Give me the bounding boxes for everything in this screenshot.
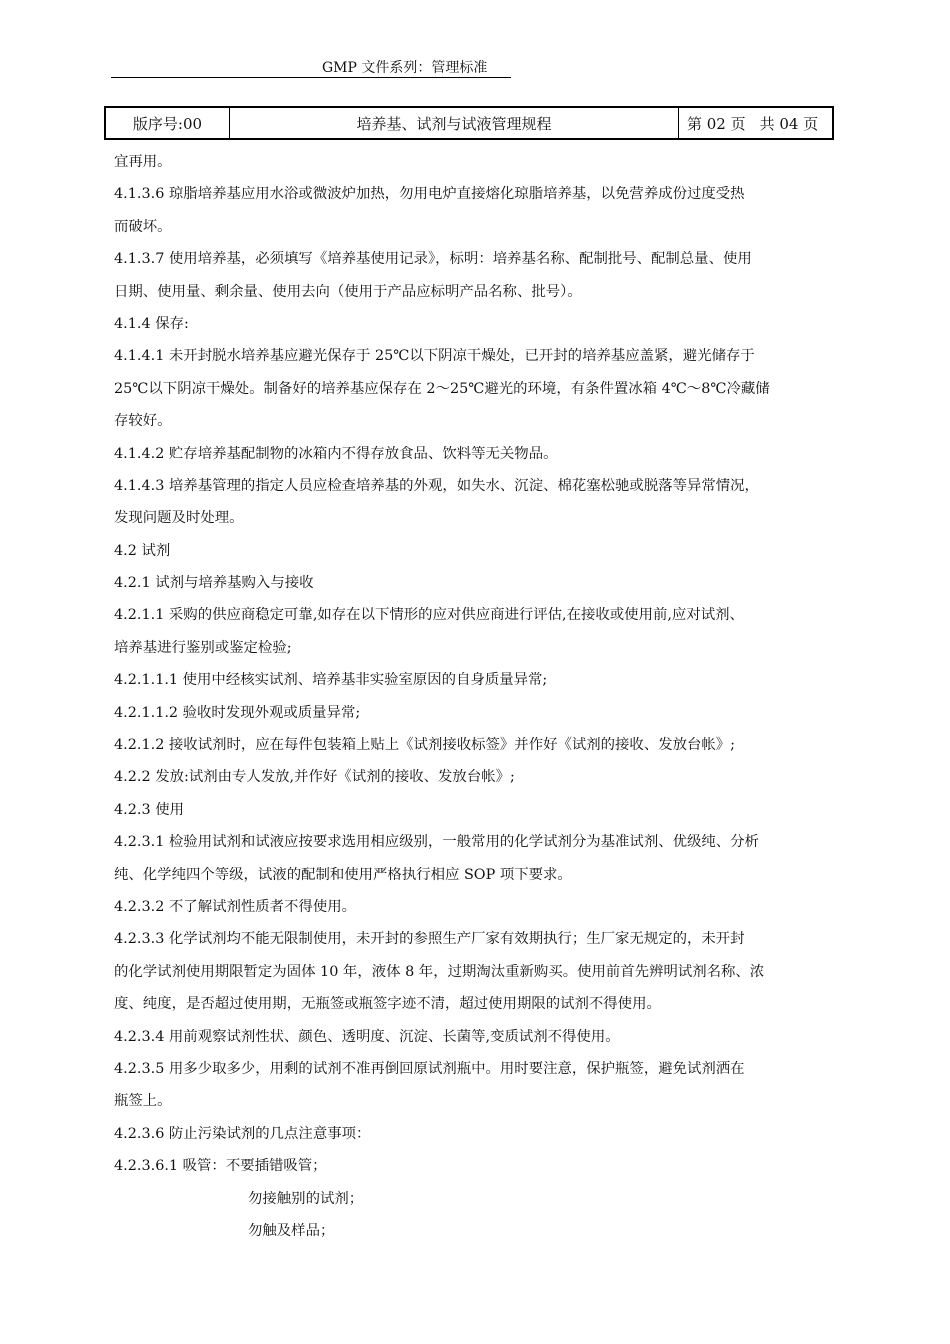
text-line: 4.2.3.2 不了解试剂性质者不得使用。	[114, 898, 356, 915]
text-line: 纯、化学纯四个等级，试液的配制和使用严格执行相应 SOP 项下要求。	[114, 866, 572, 883]
section-heading: 4.2 试剂	[114, 542, 171, 559]
text-line: 4.1.4 保存:	[114, 315, 189, 332]
version-cell: 版序号:00	[106, 108, 230, 138]
text-line: 4.2.3.5 用多少取多少，用剩的试剂不准再倒回原试剂瓶中。用时要注意，保护瓶签，避免试剂洒在	[114, 1060, 745, 1077]
text-line: 4.2.3.1 检验用试剂和试液应按要求选用相应级别，一般常用的化学试剂分为基准试剂、优级纯、分析	[114, 834, 759, 851]
text-line: 4.1.4.3 培养基管理的指定人员应检查培养基的外观，如失水、沉淀、棉花塞松驰或脱落等异常情况，	[114, 477, 759, 494]
text-line: 4.2.3.4 用前观察试剂性状、颜色、透明度、沉淀、长菌等,变质试剂不得使用。	[114, 1028, 620, 1045]
text-line: 25℃以下阴凉干燥处。制备好的培养基应保存在 2～25℃避光的环境，有条件置冰箱 4℃～8℃冷藏储	[114, 380, 770, 397]
text-line: 培养基进行鉴别或鉴定检验;	[114, 639, 292, 656]
text-line: 日期、使用量、剩余量、使用去向（使用于产品应标明产品名称、批号）。	[114, 283, 582, 300]
text-line: 4.2.2 发放:试剂由专人发放,并作好《试剂的接收、发放台帐》;	[114, 769, 515, 786]
text-line: 4.2.3.3 化学试剂均不能无限制使用，未开封的参照生产厂家有效期执行；生厂家无规定的，未开封	[114, 931, 745, 948]
current-page: 第 02 页	[687, 114, 746, 133]
text-line: 4.1.4.2 贮存培养基配制物的冰箱内不得存放食品、饮料等无关物品。	[114, 445, 558, 462]
text-line: 4.2.1 试剂与培养基购入与接收	[114, 575, 314, 592]
text-line: 4.1.3.7 使用培养基，必须填写《培养基使用记录》，标明：培养基名称、配制批号、配制总量、使用	[114, 251, 752, 268]
text-line: 4.2.1.1 采购的供应商稳定可靠,如存在以下情形的应对供应商进行评估,在接收或使用前,应对试剂、	[114, 607, 744, 624]
text-line: 瓶签上。	[114, 1093, 172, 1110]
text-line: 宜再用。	[114, 154, 172, 170]
total-pages: 共 04 页	[759, 114, 819, 133]
series-label: GMP 文件系列：管理标准	[322, 60, 488, 76]
text-line: 发现问题及时处理。	[114, 510, 244, 527]
text-line: 4.2.3.6.1 吸管：不要插错吸管；	[114, 1158, 327, 1175]
text-line-indented: 勿触及样品；	[248, 1222, 335, 1239]
text-line: 4.2.1.1.1 使用中经核实试剂、培养基非实验室原因的自身质量异常;	[114, 672, 548, 689]
document-title: 培养基、试剂与试液管理规程	[230, 108, 679, 138]
text-line-indented: 勿接触别的试剂；	[248, 1190, 364, 1207]
page-number-cell	[679, 108, 832, 138]
document-body	[114, 146, 854, 1247]
text-line: 4.1.4.1 未开封脱水培养基应避光保存于 25℃以下阴凉干燥处，已开封的培养基应盖紧，避光储存于	[114, 348, 755, 365]
text-line: 4.2.3 使用	[114, 801, 184, 818]
text-line: 度、纯度，是否超过使用期，无瓶签或瓶签字迹不清，超过使用期限的试剂不得使用。	[114, 996, 661, 1013]
text-line: 4.2.1.2 接收试剂时，应在每件包装箱上贴上《试剂接收标签》并作好《试剂的接收、发放台帐》;	[114, 737, 736, 754]
text-line: 4.1.3.6 琼脂培养基应用水浴或微波炉加热，勿用电炉直接熔化琼脂培养基，以免营养成份过度受热	[114, 186, 745, 203]
text-line: 存较好。	[114, 413, 172, 430]
text-line: 而破坏。	[114, 218, 172, 235]
document-header-table	[104, 106, 834, 140]
text-line: 的化学试剂使用期限暂定为固体 10 年，液体 8 年，过期淘汰重新购买。使用前首先辨明试剂名称、浓	[114, 963, 765, 980]
document-series-header	[111, 58, 511, 78]
text-line: 4.2.1.1.2 验收时发现外观或质量异常;	[114, 704, 361, 721]
text-line: 4.2.3.6 防止污染试剂的几点注意事项：	[114, 1125, 371, 1142]
